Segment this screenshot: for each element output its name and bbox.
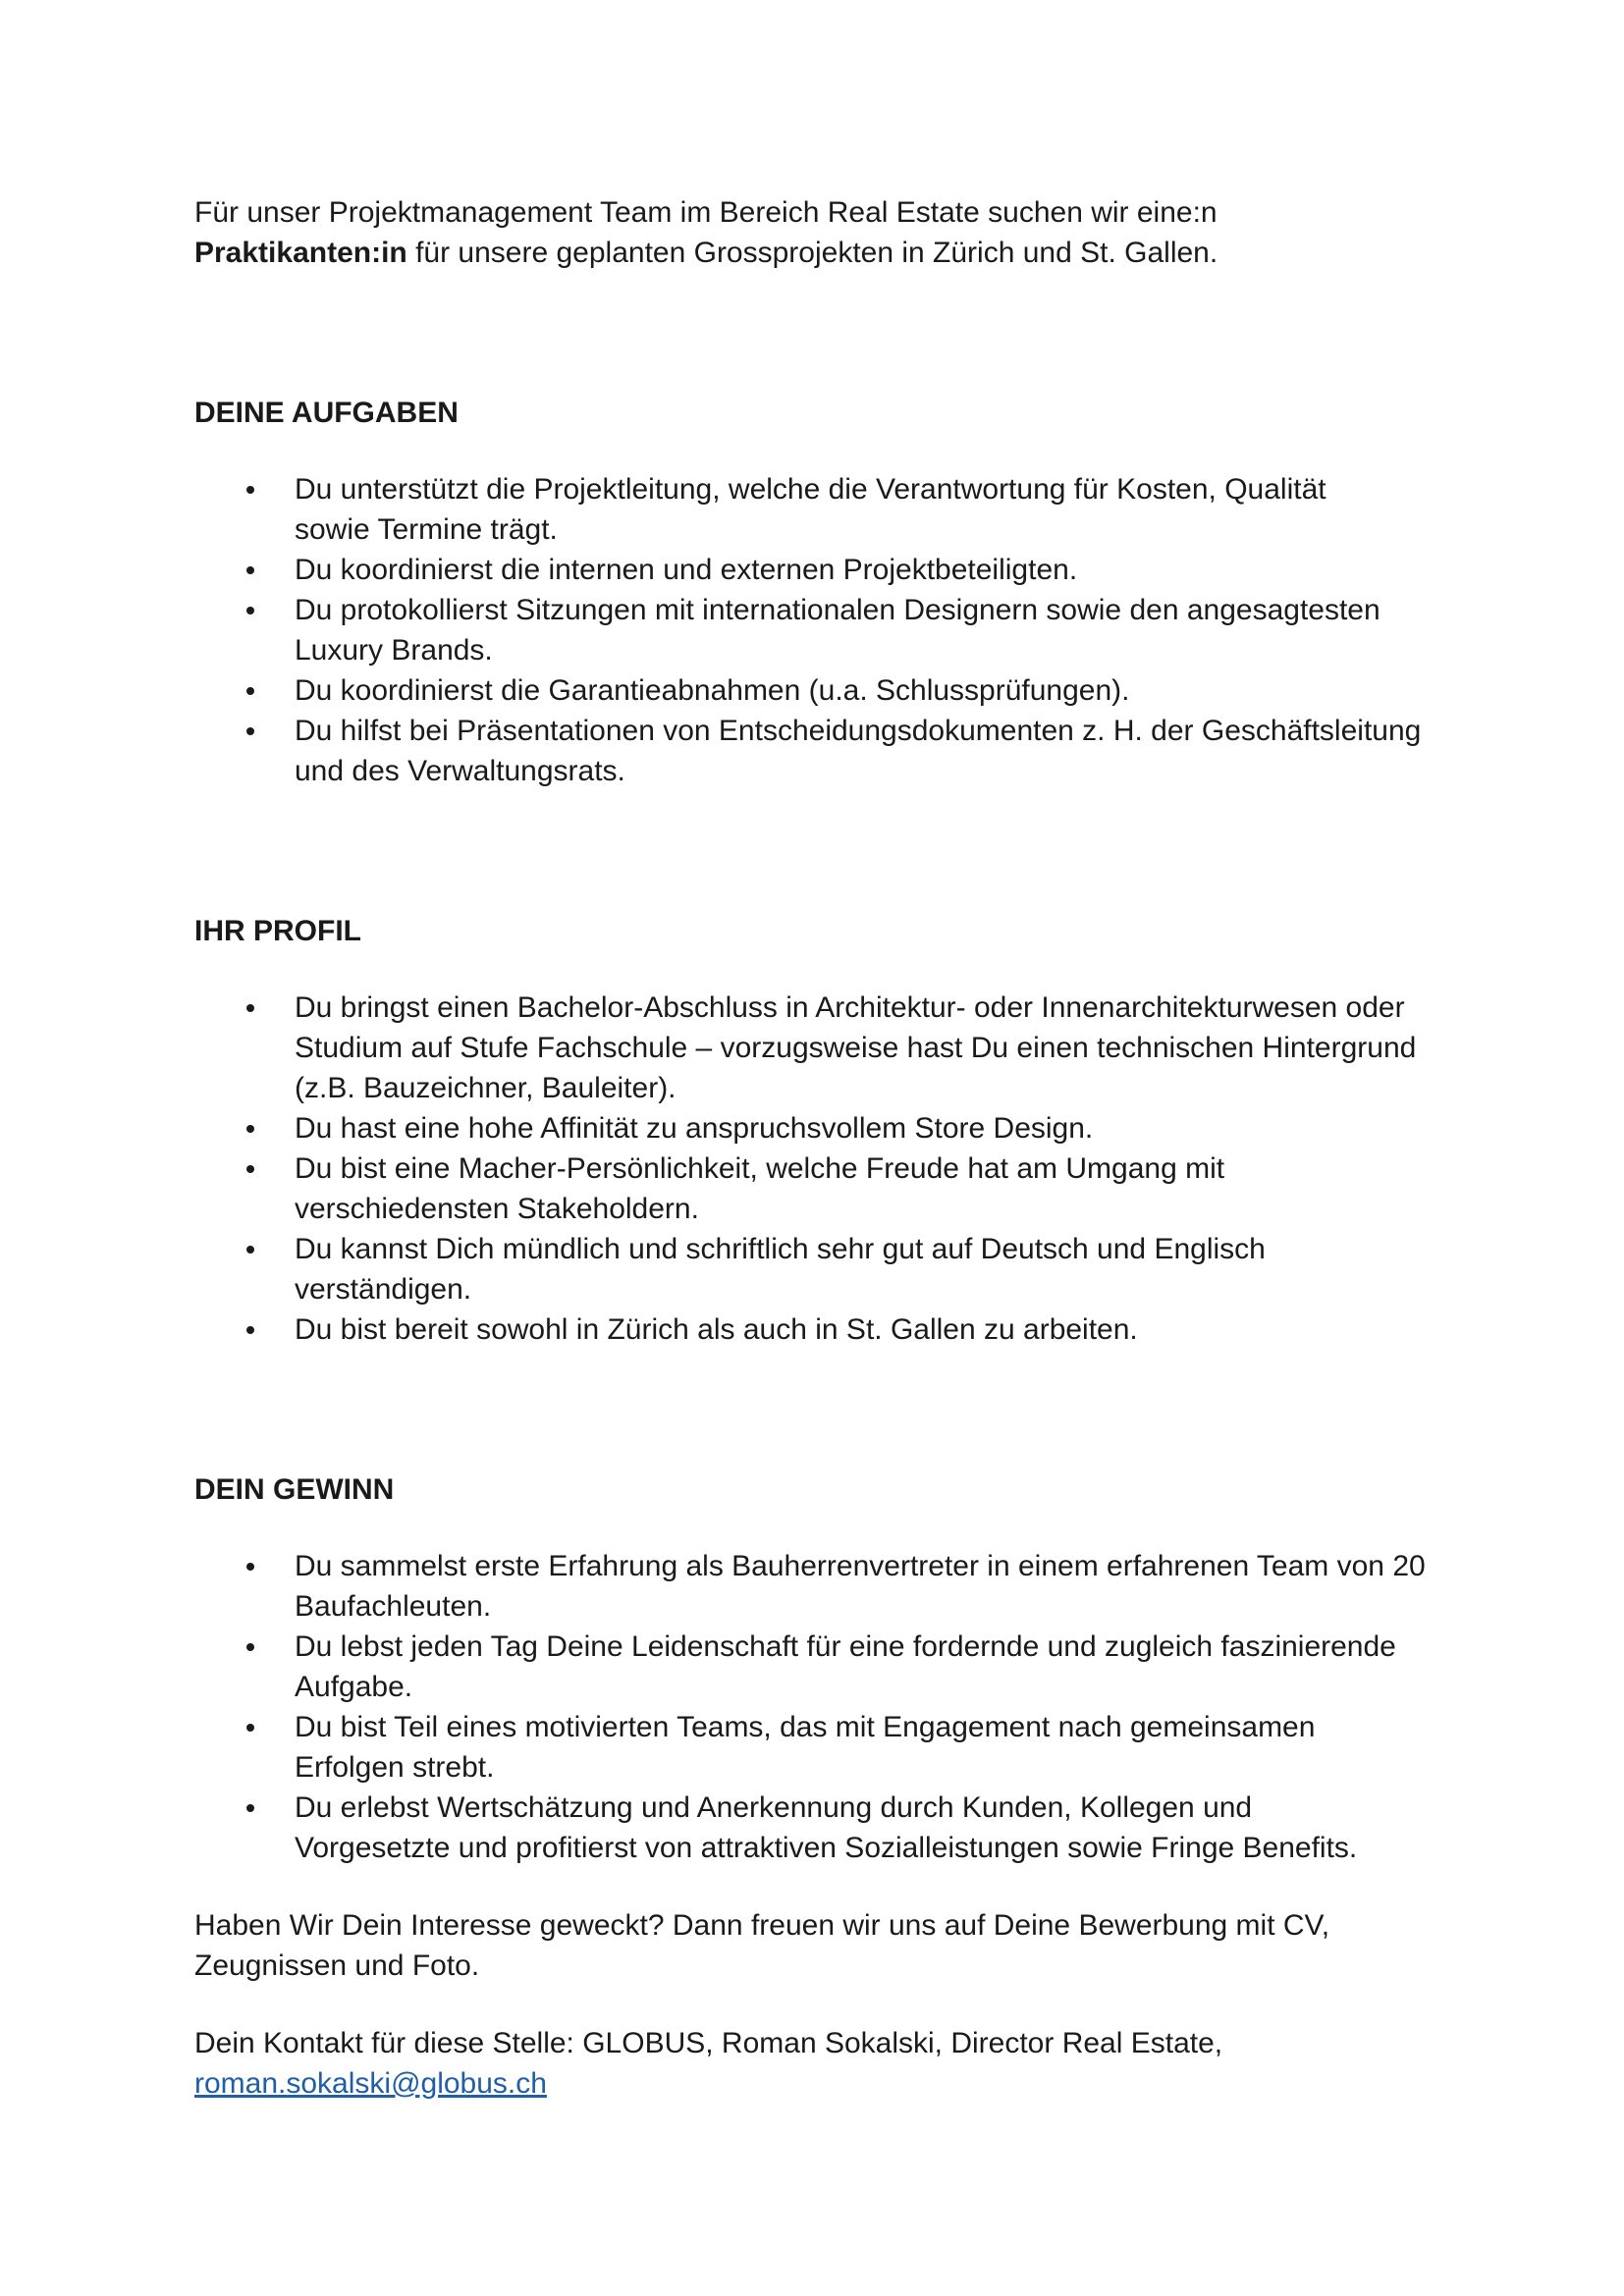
list-item-line: verständigen. <box>295 1273 472 1306</box>
bullet-icon <box>246 687 254 695</box>
list-item-line: verschiedensten Stakeholdern. <box>295 1193 699 1225</box>
contact-paragraph <box>194 2023 1461 2104</box>
bullet-icon <box>246 1165 254 1173</box>
section-gewinn <box>194 1469 1461 1868</box>
section-heading: DEIN GEWINN <box>194 1473 395 1506</box>
role-title: Praktikanten:in <box>194 237 407 269</box>
contact-line: Dein Kontakt für diese Stelle: GLOBUS, Roman Sokalski, Director Real Estate, <box>194 2027 1223 2059</box>
intro-line-2 <box>194 233 1461 273</box>
list-item-line: Du unterstützt die Projektleitung, welche die Verantwortung für Kosten, Qualität <box>295 473 1326 506</box>
document-page <box>194 192 1461 2104</box>
contact-email-link[interactable]: roman.sokalski@globus.ch <box>194 2067 547 2100</box>
list-item-line: Du bringst einen Bachelor-Abschluss in Architektur- oder Innenarchitekturwesen oder <box>295 991 1405 1024</box>
bullet-icon <box>246 1724 254 1732</box>
list-item-line: Du kannst Dich mündlich und schriftlich sehr gut auf Deutsch und Englisch <box>295 1233 1266 1265</box>
list-item <box>194 1309 1461 1350</box>
intro-line-2-rest: für unsere geplanten Grossprojekten in Zürich und St. Gallen. <box>406 237 1218 269</box>
section-heading: IHR PROFIL <box>194 915 361 947</box>
list-item <box>194 1707 1461 1788</box>
list-item-line: Du hilfst bei Präsentationen von Entscheidungsdokumenten z. H. der Geschäftsleitung <box>295 715 1422 747</box>
bullet-icon <box>246 1326 254 1334</box>
list-item <box>194 988 1461 1108</box>
list-item-line: Luxury Brands. <box>295 634 493 667</box>
list-item-line: Studium auf Stufe Fachschule – vorzugsweise hast Du einen technischen Hintergrund <box>295 1032 1417 1064</box>
list-item-line: Erfolgen strebt. <box>295 1751 495 1784</box>
list-item-line: sowie Termine trägt. <box>295 513 558 546</box>
list-item <box>194 711 1461 791</box>
bullet-icon <box>246 566 254 574</box>
bullet-icon <box>246 1004 254 1012</box>
bullet-icon <box>246 607 254 614</box>
closing-paragraph <box>194 1905 1461 1986</box>
list-item-line: Du bist bereit sowohl in Zürich als auch in St. Gallen zu arbeiten. <box>295 1313 1138 1346</box>
closing-line-1: Haben Wir Dein Interesse geweckt? Dann freuen wir uns auf Deine Bewerbung mit CV, <box>194 1909 1330 1942</box>
bullet-icon <box>246 1804 254 1812</box>
bullet-list <box>194 1546 1461 1868</box>
list-item-line: Baufachleuten. <box>295 1590 492 1623</box>
list-item-line: und des Verwaltungsrats. <box>295 755 625 787</box>
list-item <box>194 670 1461 711</box>
list-item-line: Aufgabe. <box>295 1671 413 1703</box>
list-item-line: Du lebst jeden Tag Deine Leidenschaft für eine fordernde und zugleich faszinierende <box>295 1630 1396 1663</box>
bullet-icon <box>246 727 254 735</box>
list-item <box>194 1788 1461 1868</box>
intro-line-1: Für unser Projektmanagement Team im Bereich Real Estate suchen wir eine:n <box>194 196 1218 229</box>
list-item <box>194 1229 1461 1309</box>
bullet-icon <box>246 1246 254 1254</box>
list-item <box>194 1148 1461 1229</box>
list-item-line: Du hast eine hohe Affinität zu anspruchsvollem Store Design. <box>295 1112 1094 1145</box>
bullet-list <box>194 469 1461 791</box>
list-item <box>194 590 1461 670</box>
section-aufgaben <box>194 393 1461 791</box>
list-item-line: Vorgesetzte und profitierst von attraktiven Sozialleistungen sowie Fringe Benefits. <box>295 1832 1358 1864</box>
bullet-icon <box>246 486 254 494</box>
list-item-line: Du koordinierst die Garantieabnahmen (u.a. Schlussprüfungen). <box>295 674 1130 707</box>
bullet-icon <box>246 1563 254 1571</box>
section-profil <box>194 911 1461 1350</box>
list-item-line: Du bist Teil eines motivierten Teams, das mit Engagement nach gemeinsamen <box>295 1711 1316 1743</box>
contact-email-line <box>194 2063 1461 2104</box>
list-item-line: Du koordinierst die internen und externen Projektbeteiligten. <box>295 554 1078 586</box>
list-item <box>194 1627 1461 1707</box>
list-item <box>194 550 1461 590</box>
list-item <box>194 469 1461 550</box>
closing-line-2: Zeugnissen und Foto. <box>194 1949 480 1982</box>
section-heading: DEINE AUFGABEN <box>194 397 459 429</box>
intro-paragraph <box>194 192 1461 273</box>
list-item-line: (z.B. Bauzeichner, Bauleiter). <box>295 1072 677 1104</box>
bullet-list <box>194 988 1461 1350</box>
list-item-line: Du erlebst Wertschätzung und Anerkennung durch Kunden, Kollegen und <box>295 1791 1253 1824</box>
list-item <box>194 1108 1461 1148</box>
list-item-line: Du bist eine Macher-Persönlichkeit, welche Freude hat am Umgang mit <box>295 1152 1225 1185</box>
list-item-line: Du protokollierst Sitzungen mit internationalen Designern sowie den angesagtesten <box>295 594 1380 626</box>
bullet-icon <box>246 1125 254 1133</box>
list-item <box>194 1546 1461 1627</box>
list-item-line: Du sammelst erste Erfahrung als Bauherrenvertreter in einem erfahrenen Team von 20 <box>295 1550 1426 1582</box>
bullet-icon <box>246 1643 254 1651</box>
